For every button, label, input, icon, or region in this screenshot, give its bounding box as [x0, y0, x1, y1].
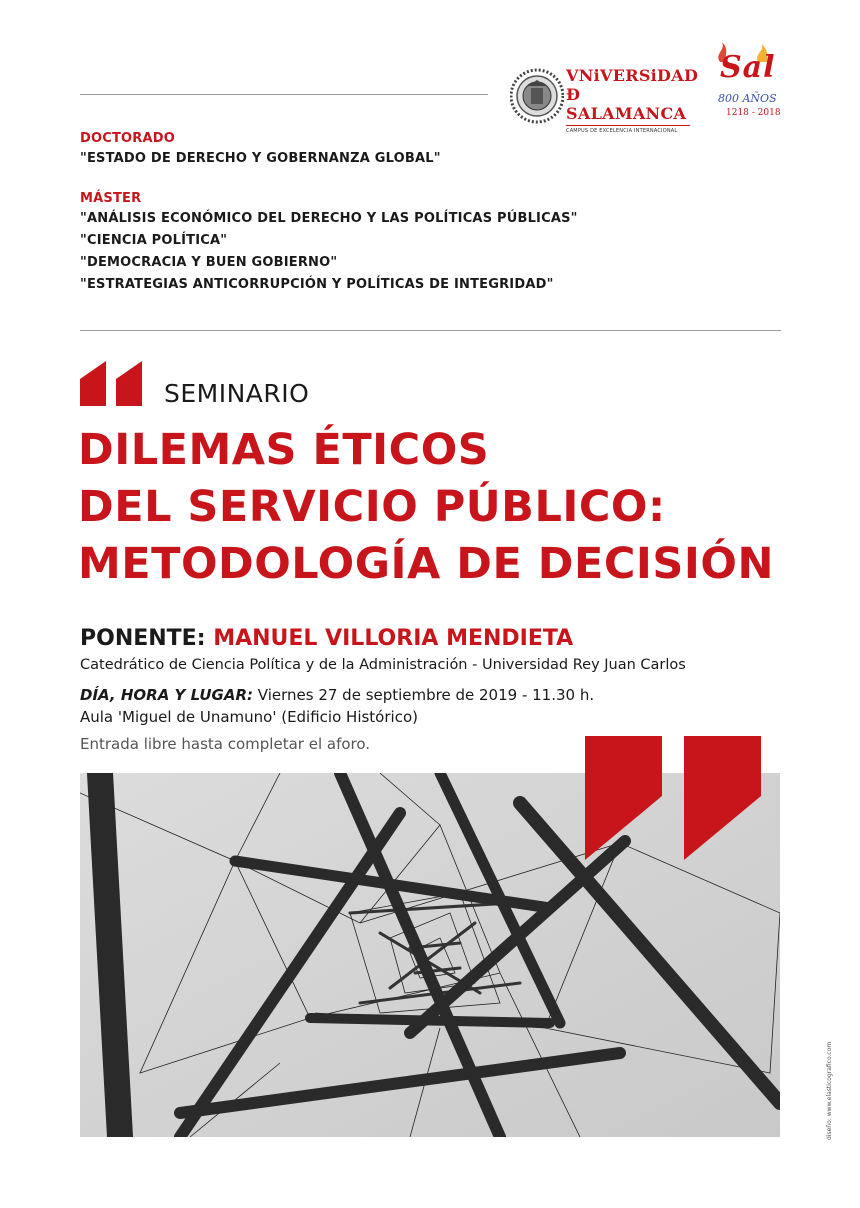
master-item: "CIENCIA POLÍTICA": [80, 233, 228, 248]
speaker-line: [80, 624, 573, 654]
programs-block: [80, 130, 780, 296]
master-item: "DEMOCRACIA Y BUEN GOBIERNO": [80, 255, 338, 270]
university-tagline: CAMPUS DE EXCELENCIA INTERNACIONAL: [566, 128, 678, 134]
event-when-value: Viernes 27 de septiembre de 2019 - 11.30 h.: [253, 686, 595, 704]
close-quote-icon: [585, 736, 761, 860]
event-place: Aula 'Miguel de Unamuno' (Edificio Histórico): [80, 708, 418, 726]
master-item: "ESTRATEGIAS ANTICORRUPCIÓN Y POLÍTICAS DE INTEGRIDAD": [80, 277, 554, 292]
seminar-label: SEMINARIO: [164, 379, 310, 408]
event-when-label: DÍA, HORA Y LUGAR:: [80, 686, 253, 704]
university-seal-logo: [510, 66, 564, 126]
master-item: "ANÁLISIS ECONÓMICO DEL DERECHO Y LAS POLÍTICAS PÚBLICAS": [80, 211, 578, 226]
design-credit: diseño: www.elasticografico.com: [826, 1041, 833, 1140]
speaker-label: PONENTE:: [80, 626, 206, 651]
speaker-name: MANUEL VILLORIA MENDIETA: [213, 626, 574, 651]
open-quote-icon: [80, 361, 144, 406]
anniversary-logo: [712, 42, 784, 122]
seminar-title-line: METODOLOGÍA DE DECISIÓN: [78, 539, 774, 589]
header-rule: [80, 94, 488, 95]
university-name-line2: Ð SALAMANCA: [566, 85, 687, 123]
master-heading: MÁSTER: [80, 191, 142, 206]
seminar-title-line: DEL SERVICIO PÚBLICO:: [78, 482, 666, 532]
anniversary-subtitle: 800 AÑOS: [718, 92, 777, 105]
speaker-role: Catedrático de Ciencia Política y de la Administración - Universidad Rey Juan Carlos: [80, 657, 686, 673]
seminar-title: [78, 422, 774, 593]
university-wordmark: [566, 66, 699, 134]
doctorado-heading: DOCTORADO: [80, 131, 176, 146]
event-entry-note: Entrada libre hasta completar el aforo.: [80, 735, 371, 753]
anniversary-word: Sal: [720, 50, 776, 85]
seminar-title-line: DILEMAS ÉTICOS: [78, 425, 490, 475]
doctorado-item: "ESTADO DE DERECHO Y GOBERNANZA GLOBAL": [80, 151, 441, 166]
section-rule: [80, 330, 781, 331]
university-name-line1: VNiVERSiDAD: [566, 66, 699, 85]
event-when: [80, 684, 594, 706]
anniversary-years: 1218 - 2018: [726, 108, 781, 118]
